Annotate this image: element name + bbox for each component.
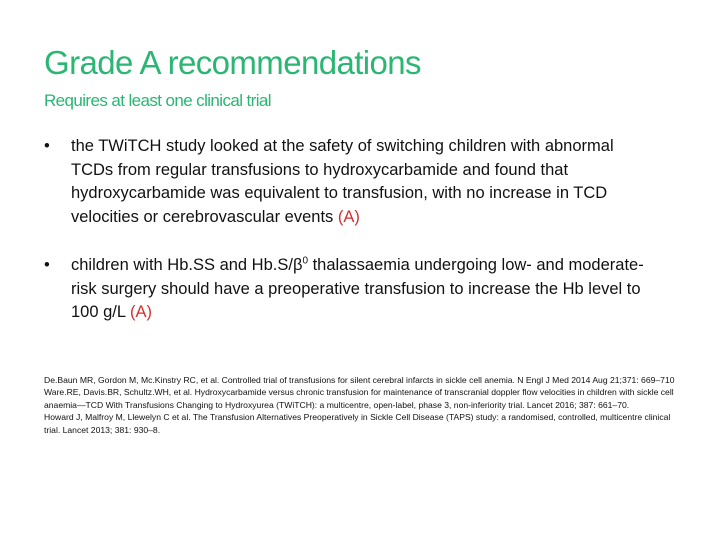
references bbox=[44, 374, 684, 436]
reference-debaun: De.Baun MR, Gordon M, Mc.Kinstry RC, et al. Controlled trial of transfusions for silent cerebral infarcts in sickle cell anemia. N Engl J Med 2014 Aug 21;371: 669–710 bbox=[44, 375, 675, 385]
bullet-marker: • bbox=[44, 137, 50, 155]
bullet-body-end: thalassaemia undergoing low- and moderate-risk surgery should have a preoperative transfusion to increase the Hb level to 100 g/L bbox=[71, 256, 644, 321]
bullet-body-start: children with Hb.SS and Hb.S/β bbox=[71, 256, 303, 274]
reference-ware: Ware.RE, Davis.BR, Schultz.WH, et al. Hydroxycarbamide versus chronic transfusion for maintenance of transcranial doppler flow velocities in children with sickle cell anaemia—TCD With Transfusions Changing to Hydroxyurea (TWiTCH): a multicentre, open-label, phase 3, non-inferiority trial. Lancet 2016; 387: 661–70. bbox=[44, 387, 674, 410]
bullet-body: the TWiTCH study looked at the safety of switching children with abnormal TCDs from regular transfusions to hydroxycarbamide and found that hydroxycarbamide was equivalent to transfusion, with no increase in TCD velocities or cerebrovascular events bbox=[71, 137, 614, 226]
bullet-text bbox=[71, 254, 654, 325]
slide-subtitle: Requires at least one clinical trial bbox=[44, 91, 271, 110]
bullet-item bbox=[44, 254, 654, 325]
superscript-zero: 0 bbox=[302, 255, 308, 267]
reference-howard: Howard J, Malfroy M, Llewelyn C et al. The Transfusion Alternatives Preoperatively in Sickle Cell Disease (TAPS) study: a randomised, controlled, multicentre clinical trial. Lancet 2013; 381: 930–8. bbox=[44, 412, 671, 435]
grade-label: (A) bbox=[130, 303, 153, 321]
bullet-marker: • bbox=[44, 256, 50, 274]
bullet-text bbox=[71, 135, 654, 229]
slide-title: Grade A recommendations bbox=[44, 44, 421, 81]
bullet-item bbox=[44, 135, 654, 229]
grade-label: (A) bbox=[337, 207, 360, 226]
